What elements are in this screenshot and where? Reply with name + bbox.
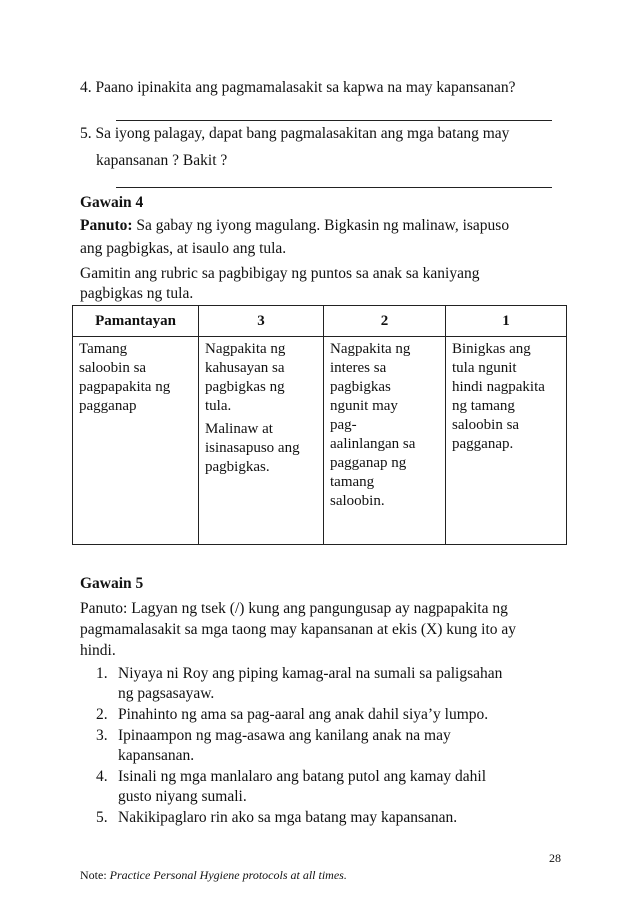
cell-line: Binigkas ang: [452, 341, 531, 357]
gawain-4-panuto-line2: ang pagbigkas, at isaulo ang tula.: [80, 240, 287, 257]
rubric-cell-3: [199, 337, 324, 545]
cell-line: tula ngunit: [452, 360, 517, 376]
cell-line: hindi nagpakita: [452, 379, 545, 395]
cell-line: pag-: [330, 417, 357, 433]
cell-line: interes sa: [330, 360, 387, 376]
cell-line: ngunit may: [330, 398, 398, 414]
gawain-5-panuto-line1: Panuto: Lagyan ng tsek (/) kung ang pangungusap ay nagpapakita ng: [80, 600, 508, 617]
cell-line: Tamang: [79, 341, 128, 357]
rubric-header-2: 2: [324, 306, 446, 337]
cell-line: pagbigkas: [330, 379, 391, 395]
list-item-text: Pinahinto ng ama sa pag-aaral ang anak dahil siya’y lumpo.: [118, 706, 489, 723]
list-item-text-cont: kapansanan.: [118, 747, 195, 764]
cell-line: Nagpakita ng: [330, 341, 411, 357]
rubric-header-3: 3: [199, 306, 324, 337]
rubric-cell-2: [324, 337, 446, 545]
list-item-text: Ipinaampon ng mag-asawa ang kanilang anak na may: [118, 727, 451, 744]
question-5-line1: 5. Sa iyong palagay, dapat bang pagmalasakitan ang mga batang may: [80, 125, 510, 142]
cell-line: aalinlangan sa: [330, 436, 416, 452]
list-item-number: 1.: [96, 665, 108, 682]
page-number: 28: [549, 851, 561, 865]
answer-line-4: [116, 120, 552, 121]
cell-line: pagbigkas ng: [205, 379, 285, 395]
rubric-header-row: [73, 306, 567, 337]
cell-line: kahusayan sa: [205, 360, 285, 376]
list-item-text: Nakikipaglaro rin ako sa mga batang may kapansanan.: [118, 809, 458, 826]
cell-line: Malinaw at: [205, 421, 273, 437]
rubric-header-pamantayan: Pamantayan: [73, 306, 199, 337]
cell-line: pagganap.: [452, 436, 514, 452]
cell-line: pagbigkas.: [205, 459, 270, 475]
list-item-number: 3.: [96, 727, 108, 744]
footer-note-label: Note:: [80, 868, 110, 882]
cell-line: tamang: [330, 474, 375, 490]
rubric-header-1: 1: [446, 306, 567, 337]
cell-line: pagpapakita ng: [79, 379, 171, 395]
gawain-4-gamitin-line2: pagbigkas ng tula.: [80, 285, 194, 302]
question-4: 4. Paano ipinakita ang pagmamalasakit sa kapwa na may kapansanan?: [80, 79, 516, 96]
list-item-text: Isinali ng mga manlalaro ang batang putol ang kamay dahil: [118, 768, 487, 785]
gawain-4-gamitin-line1: Gamitin ang rubric sa pagbibigay ng puntos sa anak sa kaniyang: [80, 265, 480, 282]
footer-note-text: Practice Personal Hygiene protocols at all times.: [109, 868, 347, 882]
rubric-row: [73, 337, 567, 545]
cell-line: pagganap ng: [330, 455, 407, 471]
list-item-text-cont: ng pagsasayaw.: [118, 685, 215, 702]
list-item-number: 4.: [96, 768, 108, 785]
cell-line: ng tamang: [452, 398, 515, 414]
rubric-cell-pamantayan: [73, 337, 199, 545]
list-item-text-cont: gusto niyang sumali.: [118, 788, 247, 805]
footer-note: [80, 868, 347, 882]
gawain-4-panuto-line1: [80, 216, 509, 236]
cell-line: saloobin sa: [452, 417, 520, 433]
gawain-4-heading: Gawain 4: [80, 194, 144, 211]
cell-line: saloobin.: [330, 493, 385, 509]
gawain-5-panuto-line3: hindi.: [80, 642, 116, 659]
question-5-line2: kapansanan ? Bakit ?: [96, 152, 228, 169]
list-item-number: 2.: [96, 706, 108, 723]
cell-line: isinasapuso ang: [205, 440, 300, 456]
cell-line: Nagpakita ng: [205, 341, 286, 357]
answer-line-5: [116, 187, 552, 188]
gawain-5-heading: Gawain 5: [80, 575, 144, 592]
rubric-cell-1: [446, 337, 567, 545]
panuto-label: Panuto:: [80, 217, 133, 234]
cell-line: saloobin sa: [79, 360, 147, 376]
gawain-5-panuto-line2: pagmamalasakit sa mga taong may kapansanan at ekis (X) kung ito ay: [80, 621, 517, 638]
cell-line: tula.: [205, 398, 232, 414]
panuto-text: Sa gabay ng iyong magulang. Bigkasin ng malinaw, isapuso: [132, 217, 510, 234]
list-item-number: 5.: [96, 809, 108, 826]
list-item-text: Niyaya ni Roy ang piping kamag-aral na sumali sa paligsahan: [118, 665, 503, 682]
rubric-table: [72, 305, 567, 545]
cell-line: pagganap: [79, 398, 137, 414]
